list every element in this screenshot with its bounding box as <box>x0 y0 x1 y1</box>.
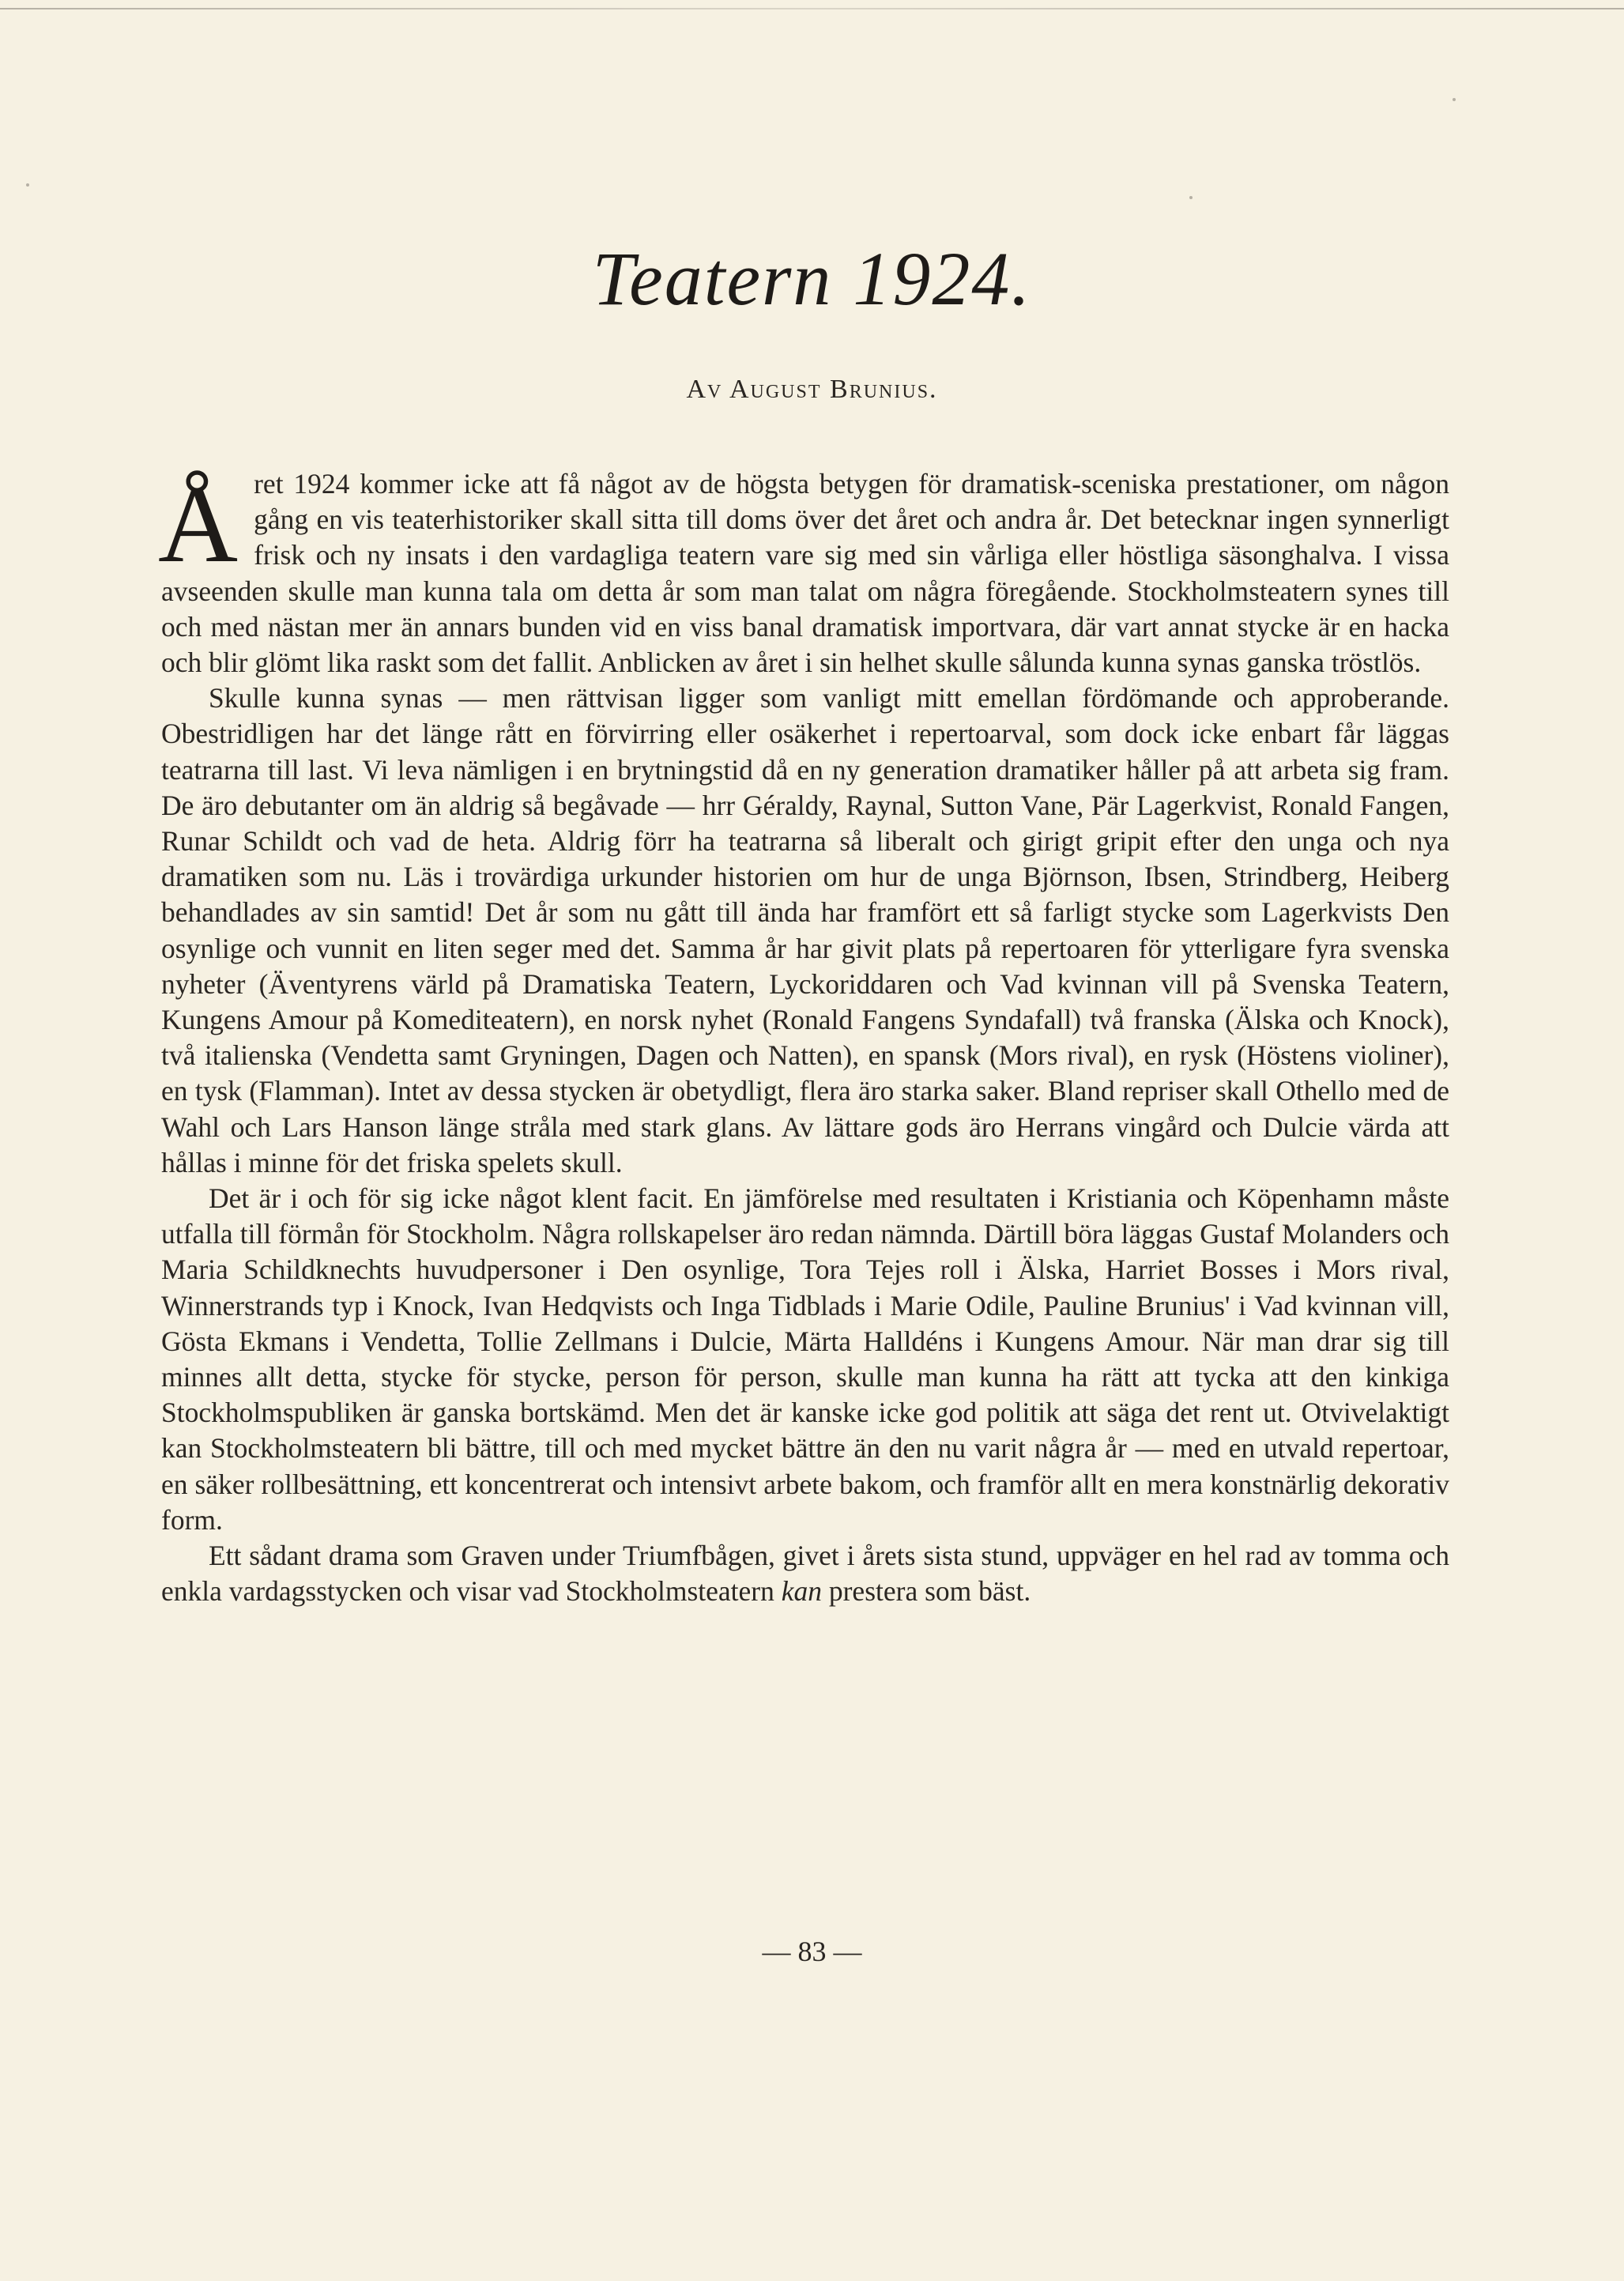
paragraph-2: Skulle kunna synas — men rättvisan ligger som vanligt mitt emellan fördömande och approberande. Obestridligen har det länge rått en förvirring eller osäkerhet i repertoarval, som dock icke enbart får läggas teatrarna till last. Vi leva nämligen i en brytningstid då en ny generation dramatiker håller på att arbeta sig fram. De äro debutanter om än aldrig så begåvade — hrr Géraldy, Raynal, Sutton Vane, Pär Lagerkvist, Ronald Fangen, Runar Schildt och vad de heta. Aldrig förr ha teatrarna så liberalt och girigt gripit efter den unga och nya dramatiken som nu. Läs i trovärdiga urkunder historien om hur de unga Björnson, Ibsen, Strindberg, Heiberg behandlades av sin samtid! Det år som nu gått till ända har framfört ett så farligt stycke som Lagerkvists Den osynlige och vunnit en liten seger med det. Samma år har givit plats på repertoaren för ytterligare fyra svenska nyheter (Äventyrens värld på Dramatiska Teatern, Lyckoriddaren och Vad kvinnan vill på Svenska Teatern, Kungens Amour på Komediteatern), en norsk nyhet (Ronald Fangens Syndafall) två franska (Älska och Knock), två italienska (Vendetta samt Gryningen, Dagen och Natten), en spansk (Mors rival), en rysk (Höstens violiner), en tysk (Flamman). Intet av dessa stycken är obetydligt, flera äro starka saker. Bland repriser skall Othello med de Wahl och Lars Hanson länge stråla med stark glans. Av lättare gods äro Herrans vingård och Dulcie värda att hållas i minne för det friska spelets skull. <box>161 682 1449 1178</box>
article-byline: Av August Brunius. <box>686 375 938 404</box>
article-title: Teatern 1924. <box>592 236 1032 321</box>
drop-cap: Å <box>158 463 239 586</box>
paragraph-4-text-after: prestera som bäst. <box>821 1575 1031 1608</box>
paragraph-3: Det är i och för sig icke något klent facit. En jämförelse med resultaten i Kristiania och Köpenhamn måste utfalla till förmån för Stockholm. Några rollskapelser äro redan nämnda. Därtill böra läggas Gustaf Molanders och Maria Schildknechts huvudpersoner i Den osynlige, Tora Tejes roll i Älska, Harriet Bosses i Mors rival, Winnerstrands typ i Knock, Ivan Hedqvists och Inga Tidblads i Marie Odile, Pauline Brunius' i Vad kvinnan vill, Gösta Ekmans i Vendetta, Tollie Zellmans i Dulcie, Märta Halldéns i Kungens Amour. När man drar sig till minnes allt detta, stycke för stycke, person för person, skulle man kunna ha rätt att tycka att den kinkiga Stockholmspubliken är ganska bortskämd. Men det är kanske icke god politik att säga det rent ut. Otvivelaktigt kan Stockholmsteatern bli bättre, till och med mycket bättre än den nu varit några år — med en utvald repertoar, en säker rollbesättning, ett koncentrerat och intensivt arbete bakom, och framför allt en mera konstnärlig dekorativ form. <box>161 1182 1449 1536</box>
page-number: — 83 — <box>762 1936 862 1967</box>
paper-speck <box>26 183 29 187</box>
paragraph-1-text: ret 1924 kommer icke att få något av de högsta betygen för dramatisk-sceniska prestationer, om någon gång en vis teaterhistoriker skall sitta till doms över det året och andra år. Det betecknar ingen synnerligt frisk och ny insats i den vardagliga teatern vare sig med sin vårliga eller höstliga säsonghalva. I vissa avseenden skulle man kunna tala om detta år som man talat om några föregående. Stockholmsteatern synes till och med nästan mer än annars bunden vid en viss banal dramatisk importvara, där vart annat stycke är en hacka och blir glömt lika raskt som det fallit. Anblicken av året i sin helhet skulle sålunda kunna synas ganska tröstlös. <box>161 468 1449 679</box>
top-border-line <box>0 8 1624 9</box>
paper-speck <box>1189 196 1193 199</box>
paragraph-4 <box>161 1538 1449 1609</box>
paragraph-4-text-before: Ett sådant drama som Graven under Triumfbågen, givet i årets sista stund, uppväger en hel rad av tomma och enkla vardagsstycken och visar vad Stockholmsteatern <box>161 1540 1449 1608</box>
paragraph-4-emphasis: kan <box>781 1575 822 1608</box>
article-body <box>158 463 1449 1610</box>
paragraph-1 <box>158 463 1449 681</box>
paper-speck <box>1453 98 1456 101</box>
